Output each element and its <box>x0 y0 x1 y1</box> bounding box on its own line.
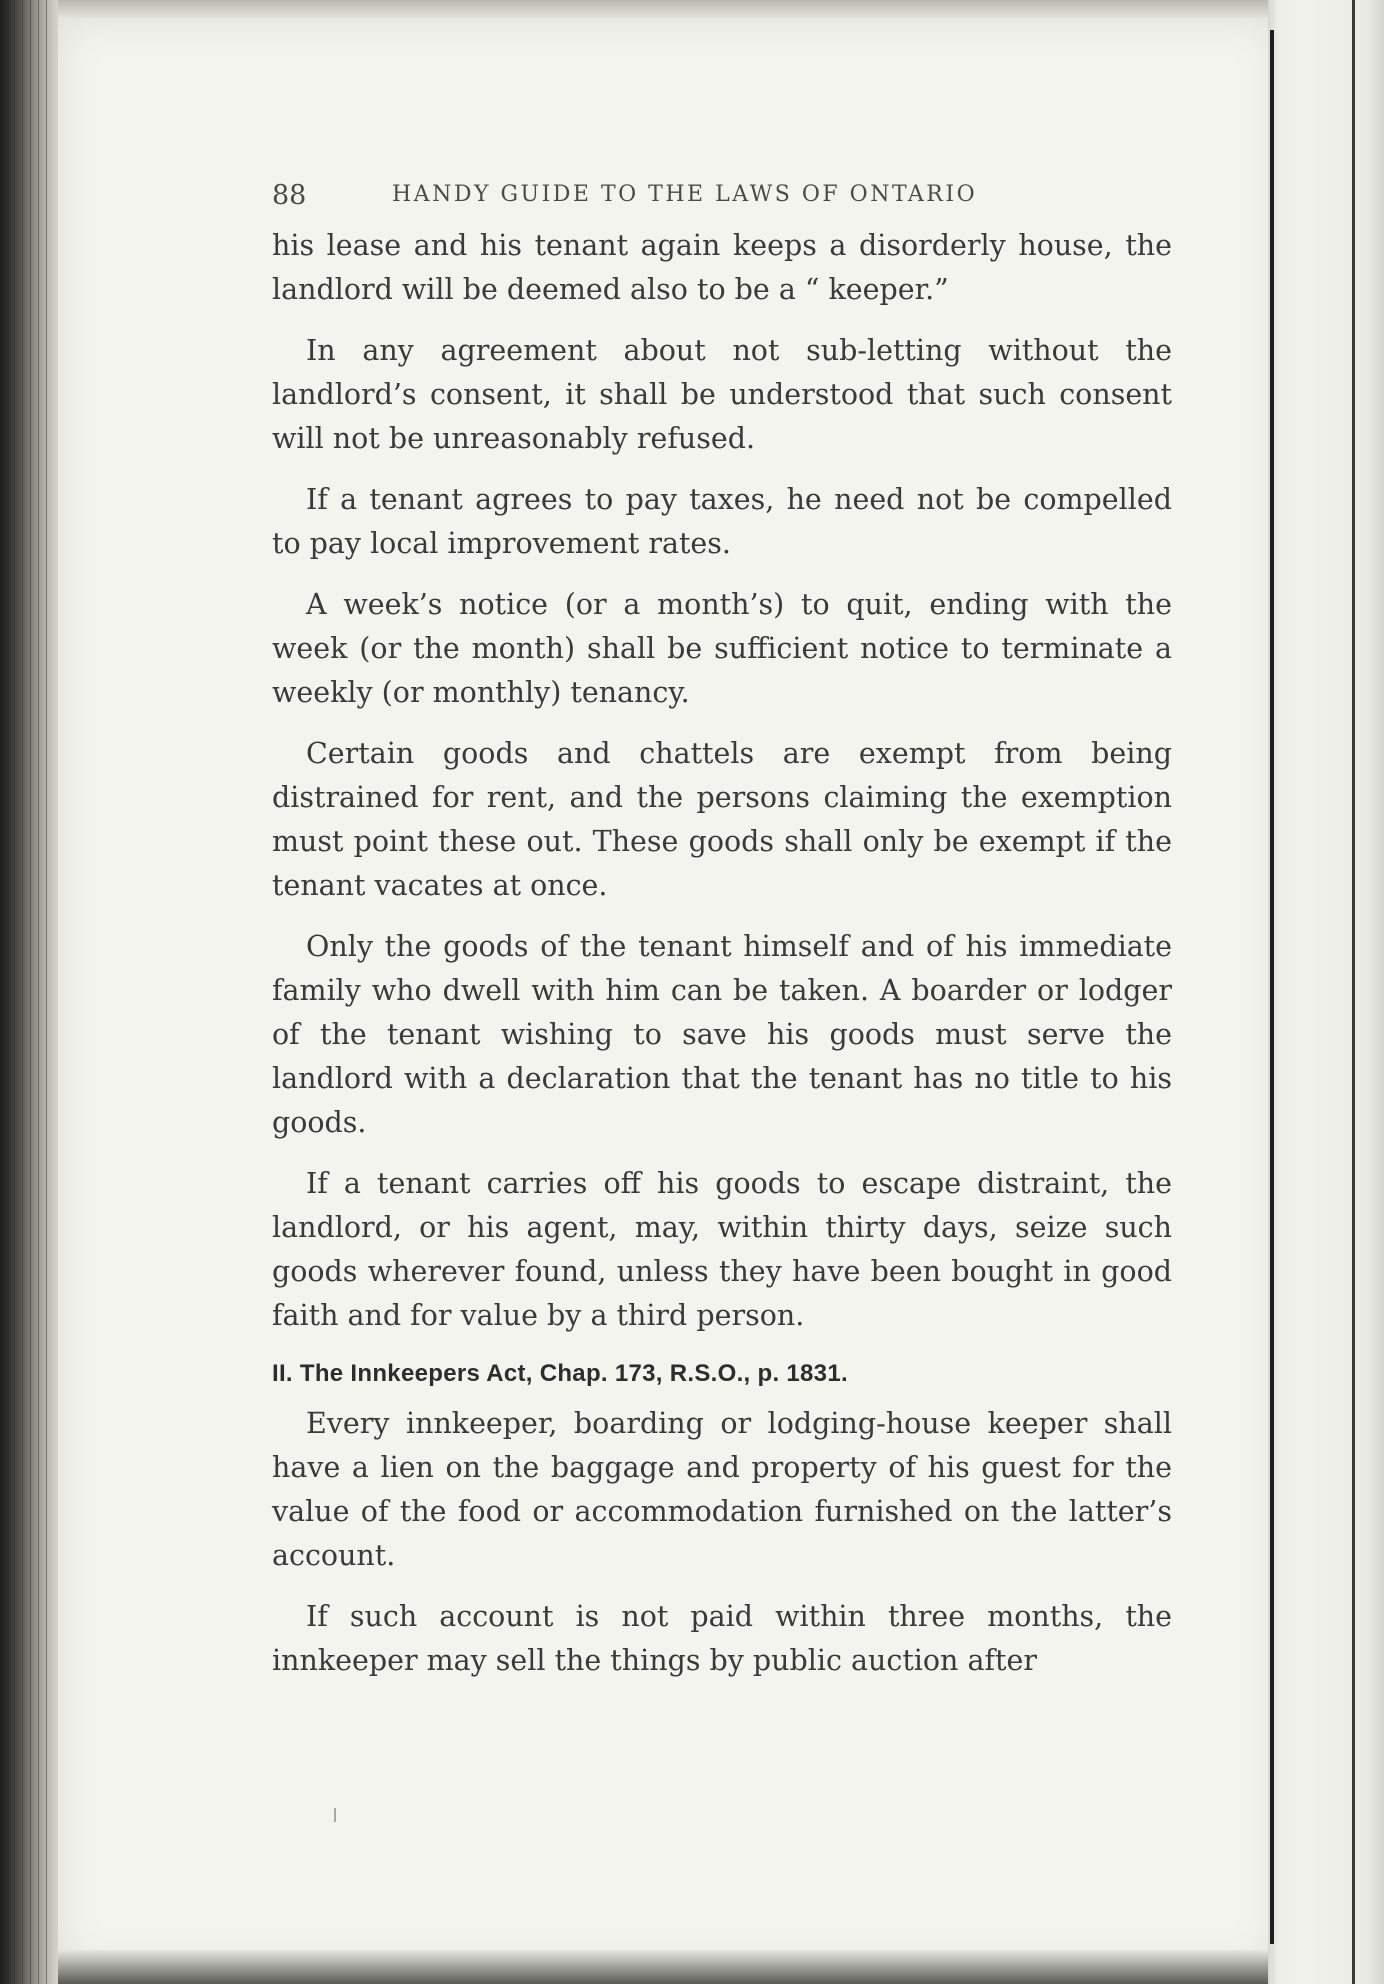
paragraph: If a tenant carries off his goods to escape distraint, the landlord, or his agent, may, within thirty days, seize such goods wherever found, unless they have been bought in good faith and for value by a third person. <box>272 1167 1172 1332</box>
paragraph: Only the goods of the tenant himself and of his immediate family who dwell with him can be taken. A boarder or lodger of the tenant wishing to save his goods must serve the landlord with a declaration that the tenant has no title to his goods. <box>272 930 1172 1139</box>
facing-page-edge <box>1268 0 1384 1984</box>
page-number: 88 <box>272 180 307 211</box>
section-heading: II. The Innkeepers Act, Chap. 173, R.S.O., p. 1831. <box>272 1360 848 1387</box>
page-text <box>272 172 1172 1700</box>
paragraph: In any agreement about not sub-letting without the landlord’s consent, it shall be understood that such consent will not be unreasonably refused. <box>272 334 1172 455</box>
bottom-page-shadow <box>58 1950 1278 1984</box>
paragraph: Every innkeeper, boarding or lodging-house keeper shall have a lien on the baggage and property of his guest for the value of the food or accommodation furnished on the latter’s account. <box>272 1407 1172 1572</box>
gutter-line <box>1270 30 1274 1944</box>
paragraph: Certain goods and chattels are exempt from being distrained for rent, and the persons claiming the exemption must point these out. These goods shall only be exempt if the tenant vacates at once. <box>272 737 1172 902</box>
paragraph: If such account is not paid within three months, the innkeeper may sell the things by public auction after <box>272 1600 1172 1677</box>
ink-speck <box>334 1808 336 1822</box>
outer-edge-line <box>1352 0 1355 1984</box>
paragraph: his lease and his tenant again keeps a disorderly house, the landlord will be deemed also to be a “ keeper.” <box>272 229 1172 306</box>
paragraph: If a tenant agrees to pay taxes, he need not be compelled to pay local improvement rates. <box>272 483 1172 560</box>
paragraph: A week’s notice (or a month’s) to quit, ending with the week (or the month) shall be sufficient notice to terminate a weekly (or monthly) tenancy. <box>272 588 1172 709</box>
running-head <box>272 172 1172 212</box>
book-binding-edge <box>0 0 60 1984</box>
running-title: HANDY GUIDE TO THE LAWS OF ONTARIO <box>392 182 978 207</box>
